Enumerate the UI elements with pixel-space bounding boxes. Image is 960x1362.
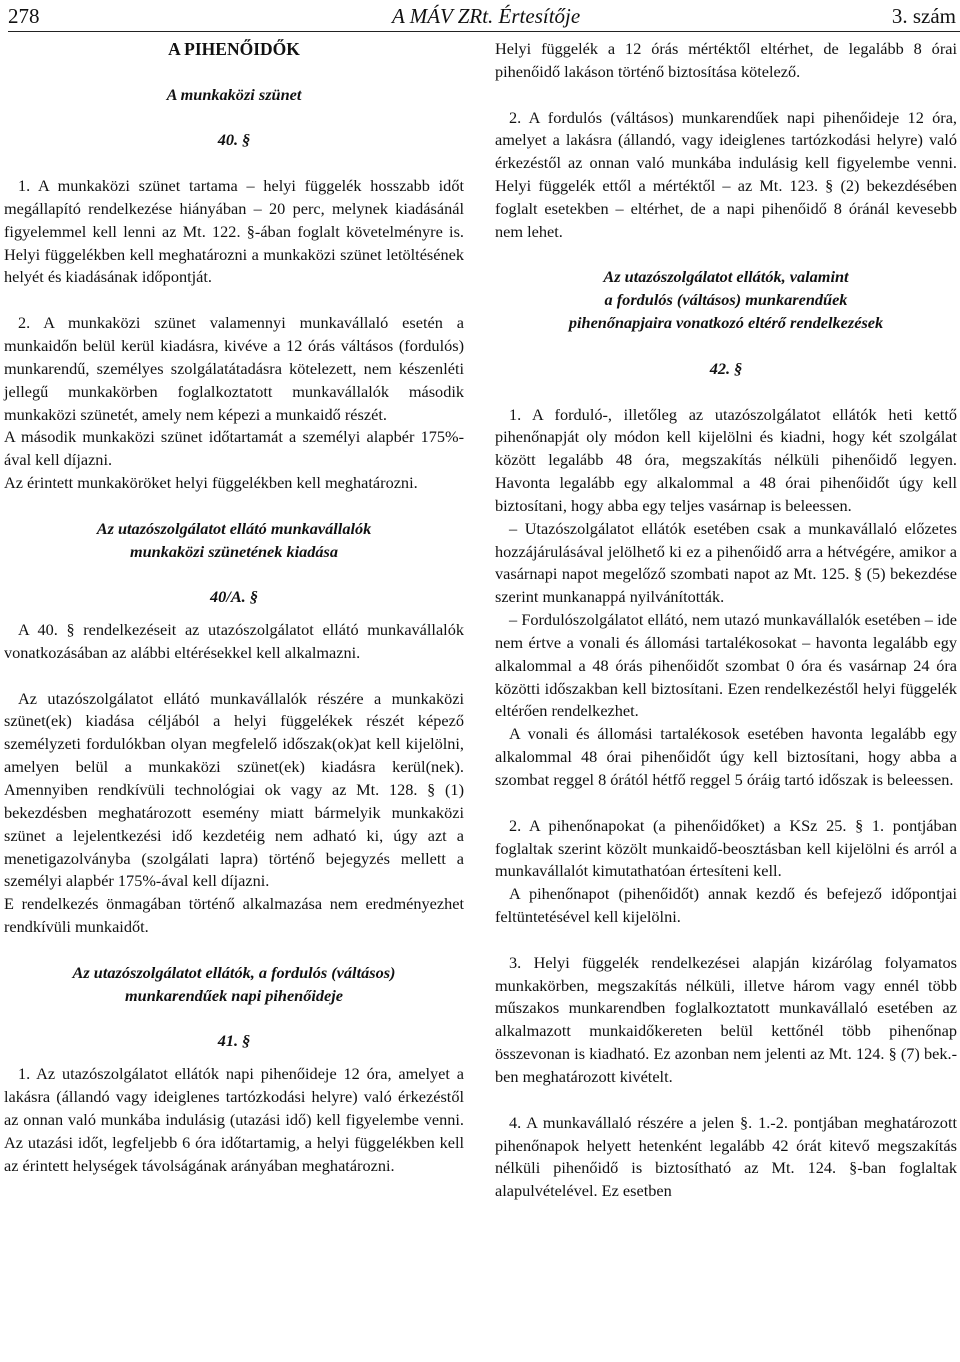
chapter-subheading: A munkaközi szünet [166,84,302,104]
paragraph: E rendelkezés önmagában történő alkalmazása nem eredményezhet rendkívüli munkaidőt. [4,894,464,937]
section-heading: pihenőnapjaira vonatkozó eltérő rendelkezések [568,313,884,333]
paragraph: 4. A munkavállaló részére a jelen §. 1.-2. pontjában meghatározott pihenőnapok helyett hetenként legalább 42 órát kitevő megszakítás nélküli pihenőidő is biztosítható az Mt. 124. §-ban foglaltak alapulvételével. Ez esetben [495,1112,957,1201]
paragraph: Az utazószolgálatot ellátó munkavállalók részére a munkaközi szünet(ek) kiadása céljából a helyi függelékek részét képező személyzeti fordulókban olyan megfelelő időszak(ok)at kell kijelölni, amelyen belül a munkaközi szünet(ek) kiadásra kerül(nek). Amennyiben rendkívüli technológiai ok vagy az Mt. 128. § (1) bekezdésben meghatározott esemény miatt bármelyik munkaközi szünet a lejelentkezési idő kezdetéig nem adható ki, úgy azt a menetigazolványba (szolgálati lapra) történő bejegyzés mellett a személyi alapbér 175%-ával kell díjazni. [4,688,464,891]
section-heading: munkarendűek napi pihenőideje [124,985,344,1005]
right-column [495,38,957,1203]
section-heading: Az utazószolgálatot ellátó munkavállalók [96,518,372,538]
paragraph: A 40. § rendelkezéseit az utazószolgálatot ellátó munkavállalók vonatkozásában az alábbi eltérésekkel kell alkalmazni. [4,620,464,662]
paragraph: 2. A munkaközi szünet valamennyi munkavállaló esetén a munkaidőn belül kerül kiadásra, kivéve a 12 órás váltásos (fordulós) munkarendű, személyes szolgálatátadásra kötelezett, nem készenléti jellegű munkakörben foglalkoztatott munkavállalók második munkaközi szünetét, amely nem képezi a munkaidő részét. [4,313,464,424]
chapter-heading: A PIHENŐIDŐK [168,39,300,59]
section-40-title: 40. § [217,130,251,150]
section-heading: Az utazószolgálatot ellátók, a fordulós (váltásos) [72,962,396,982]
section-40a-title: 40/A. § [210,587,258,607]
paragraph: 2. A pihenőnapokat (a pihenőidőket) a KSz 25. § 1. pontjában foglaltak szerint közölt munkaidő-beosztásban kell kijelölni és arról a munkavállalót kimutathatóan értesíteni kell. [495,815,957,881]
paragraph: 1. A forduló-, illetőleg az utazószolgálatot ellátók heti kettő pihenőnapját oly módon kell kijelölni és kiadni, hogy két szolgálat között legalább 48 óra, megszakítás nélküli pihenőidő legyen. Havonta legalább egy alkalommal a 48 órai pihenőidőt úgy kell biztosítani, hogy abba egy teljes vasárnap is beleessen. [495,404,957,515]
section-heading: munkaközi szünetének kiadása [129,541,339,561]
paragraph: – Utazószolgálatot ellátók esetében csak a munkavállaló előzetes hozzájárulásával jelölhető ki ez a pihenőidő arra a hétvégére, amikor a vasárnapi napot megelőző szombati napot az Mt. 125. § (5) bekezdése szerint munkanappá nyilvánították. [495,518,957,607]
paragraph: Helyi függelék a 12 órás mértéktől eltérhet, de legalább 8 órai pihenőidő lakáson történő biztosítása kötelező. [495,39,957,81]
paragraph: A vonali és állomási tartalékosok esetében havonta legalább egy alkalommal 48 órai pihenőidőt úgy kell biztosítani, hogy abba a szombat reggel 8 órától hétfő reggel 5 óráig tartó időszak is beleessen. [495,724,957,789]
section-heading: a fordulós (váltásos) munkarendűek [604,290,848,310]
issue-number: 3. szám [891,4,956,28]
paragraph: A pihenőnapot (pihenőidőt) annak kezdő és befejező időpontjai feltüntetésével kell kijelölni. [495,884,957,927]
paragraph: – Fordulószolgálatot ellátó, nem utazó munkavállalók esetében – ide nem értve a vonali és állomási tartalékosokat – havonta legalább egy alkalommal a 48 órás pihenőidőt szombat 0 óra és vasárnap 24 óra közötti időszakban kell biztosítani. Ezen rendelkezéstől helyi függelék eltérően rendelkezhet. [495,610,957,721]
page-header [8,0,960,32]
paragraph: 1. Az utazószolgálatot ellátók napi pihenőideje 12 óra, amelyet a lakásra (állandó vagy ideiglenes tartózkodási helyre) való érkezéstől az onnan való munkába indulásig (utazási idő) kell figyelembe venni. Az utazási időt, legfeljebb 6 óra időtartamig, a helyi függelékben kell az érintett helységek távolságának arányában meghatározni. [4,1064,464,1175]
paragraph: 2. A fordulós (váltásos) munkarendűek napi pihenőideje 12 óra, amelyet a lakásra (állandó, vagy ideiglenes tartózkodási helyre) való érkezéstől az onnan való munkába indulásig kell figyelembe venni. Helyi függelék ettől a mértéktől – az Mt. 123. § (2) bekezdésében foglalt esetekben – eltérhet, de a napi pihenőidő 8 óránál kevesebb nem lehet. [495,107,957,241]
paragraph: 1. A munkaközi szünet tartama – helyi függelék hosszabb időt megállapító rendelkezése hiányában – 20 perc, melynek kiadásánál figyelemmel kell lenni az Mt. 122. §-ában foglalt követelményre is. Helyi függelékben kell meghatározni a munkaközi szünet letöltésének helyét és kiadásának időpontját. [4,176,464,287]
journal-title: A MÁV ZRt. Értesítője [392,4,581,28]
section-heading: Az utazószolgálatot ellátók, valamint [603,267,849,287]
paragraph: 3. Helyi függelék rendelkezései alapján kizárólag folyamatos munkakörben, megszakítás nélküli, illetve három vagy ennél több műszakos munkarendben foglalkoztatott munkavállaló esetében az alkalmazott munkaidőkereten belül kettőnél több pihenőnap összevonan is kiadható. Ez azonban nem jelenti az Mt. 124. § (7) bek.-ben meghatározott kivételt. [495,952,957,1086]
section-41-title: 41. § [217,1031,251,1051]
page-number: 278 [8,4,40,28]
paragraph: Az érintett munkaköröket helyi függelékben kell meghatározni. [4,473,418,493]
paragraph: A második munkaközi szünet időtartamát a személyi alapbér 175%-ával kell díjazni. [4,427,464,470]
left-column [4,38,464,1177]
section-42-title: 42. § [709,358,743,378]
